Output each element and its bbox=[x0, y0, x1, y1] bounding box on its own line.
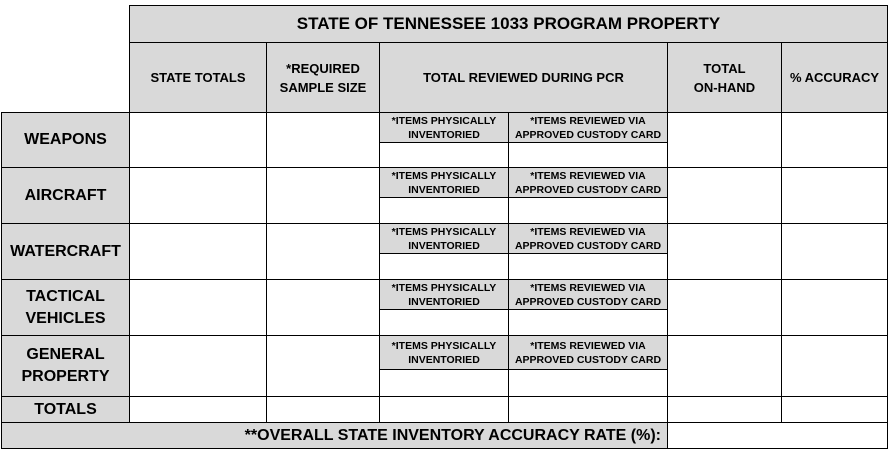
totals-custody-card-cell[interactable] bbox=[508, 396, 668, 423]
form-title: STATE OF TENNESSEE 1033 PROGRAM PROPERTY bbox=[129, 5, 888, 43]
general-property-custody-card-label: *ITEMS REVIEWED VIA APPROVED CUSTODY CARD bbox=[508, 335, 668, 370]
general-property-physically-inventoried-cell[interactable] bbox=[379, 369, 509, 397]
aircraft-custody-card-label: *ITEMS REVIEWED VIA APPROVED CUSTODY CARD bbox=[508, 167, 668, 198]
aircraft-physically-inventoried-label: *ITEMS PHYSICALLY INVENTORIED bbox=[379, 167, 509, 198]
tactical-vehicles-accuracy-cell[interactable] bbox=[781, 279, 888, 336]
header-total-on-hand: TOTAL ON-HAND bbox=[667, 42, 782, 113]
aircraft-custody-card-cell[interactable] bbox=[508, 197, 668, 224]
tactical-vehicles-custody-card-cell[interactable] bbox=[508, 309, 668, 336]
tactical-vehicles-physically-inventoried-label: *ITEMS PHYSICALLY INVENTORIED bbox=[379, 279, 509, 310]
watercraft-custody-card-label: *ITEMS REVIEWED VIA APPROVED CUSTODY CARD bbox=[508, 223, 668, 254]
watercraft-custody-card-cell[interactable] bbox=[508, 253, 668, 280]
tactical-vehicles-total-on-hand-cell[interactable] bbox=[667, 279, 782, 336]
weapons-custody-card-cell[interactable] bbox=[508, 142, 668, 168]
weapons-physically-inventoried-cell[interactable] bbox=[379, 142, 509, 168]
watercraft-required-sample-cell[interactable] bbox=[266, 223, 380, 280]
row-label-aircraft: AIRCRAFT bbox=[1, 167, 130, 224]
header-state-totals: STATE TOTALS bbox=[129, 42, 267, 113]
weapons-required-sample-cell[interactable] bbox=[266, 112, 380, 168]
general-property-state-totals-cell[interactable] bbox=[129, 335, 267, 397]
watercraft-state-totals-cell[interactable] bbox=[129, 223, 267, 280]
weapons-custody-card-label: *ITEMS REVIEWED VIA APPROVED CUSTODY CARD bbox=[508, 112, 668, 143]
weapons-state-totals-cell[interactable] bbox=[129, 112, 267, 168]
weapons-accuracy-cell[interactable] bbox=[781, 112, 888, 168]
watercraft-physically-inventoried-label: *ITEMS PHYSICALLY INVENTORIED bbox=[379, 223, 509, 254]
tactical-vehicles-state-totals-cell[interactable] bbox=[129, 279, 267, 336]
general-property-total-on-hand-cell[interactable] bbox=[667, 335, 782, 397]
general-property-accuracy-cell[interactable] bbox=[781, 335, 888, 397]
tactical-vehicles-custody-card-label: *ITEMS REVIEWED VIA APPROVED CUSTODY CARD bbox=[508, 279, 668, 310]
aircraft-accuracy-cell[interactable] bbox=[781, 167, 888, 224]
general-property-custody-card-cell[interactable] bbox=[508, 369, 668, 397]
aircraft-total-on-hand-cell[interactable] bbox=[667, 167, 782, 224]
weapons-total-on-hand-cell[interactable] bbox=[667, 112, 782, 168]
tactical-vehicles-required-sample-cell[interactable] bbox=[266, 279, 380, 336]
general-property-required-sample-cell[interactable] bbox=[266, 335, 380, 397]
aircraft-required-sample-cell[interactable] bbox=[266, 167, 380, 224]
totals-physically-inventoried-cell[interactable] bbox=[379, 396, 509, 423]
overall-accuracy-rate-cell[interactable] bbox=[667, 422, 888, 449]
row-label-general-property: GENERAL PROPERTY bbox=[1, 335, 130, 397]
aircraft-state-totals-cell[interactable] bbox=[129, 167, 267, 224]
totals-state-totals-cell[interactable] bbox=[129, 396, 267, 423]
header-required-sample-size: *REQUIRED SAMPLE SIZE bbox=[266, 42, 380, 113]
watercraft-total-on-hand-cell[interactable] bbox=[667, 223, 782, 280]
aircraft-physically-inventoried-cell[interactable] bbox=[379, 197, 509, 224]
row-label-totals: TOTALS bbox=[1, 396, 130, 423]
row-label-weapons: WEAPONS bbox=[1, 112, 130, 168]
overall-accuracy-rate-label: **OVERALL STATE INVENTORY ACCURACY RATE (%): bbox=[1, 422, 668, 449]
watercraft-accuracy-cell[interactable] bbox=[781, 223, 888, 280]
watercraft-physically-inventoried-cell[interactable] bbox=[379, 253, 509, 280]
header-total-reviewed-during-pcr: TOTAL REVIEWED DURING PCR bbox=[379, 42, 668, 113]
totals-accuracy-cell[interactable] bbox=[781, 396, 888, 423]
tactical-vehicles-physically-inventoried-cell[interactable] bbox=[379, 309, 509, 336]
row-label-watercraft: WATERCRAFT bbox=[1, 223, 130, 280]
header-percent-accuracy: % ACCURACY bbox=[781, 42, 888, 113]
weapons-physically-inventoried-label: *ITEMS PHYSICALLY INVENTORIED bbox=[379, 112, 509, 143]
general-property-physically-inventoried-label: *ITEMS PHYSICALLY INVENTORIED bbox=[379, 335, 509, 370]
row-label-tactical-vehicles: TACTICAL VEHICLES bbox=[1, 279, 130, 336]
totals-required-sample-cell[interactable] bbox=[266, 396, 380, 423]
totals-total-on-hand-cell[interactable] bbox=[667, 396, 782, 423]
